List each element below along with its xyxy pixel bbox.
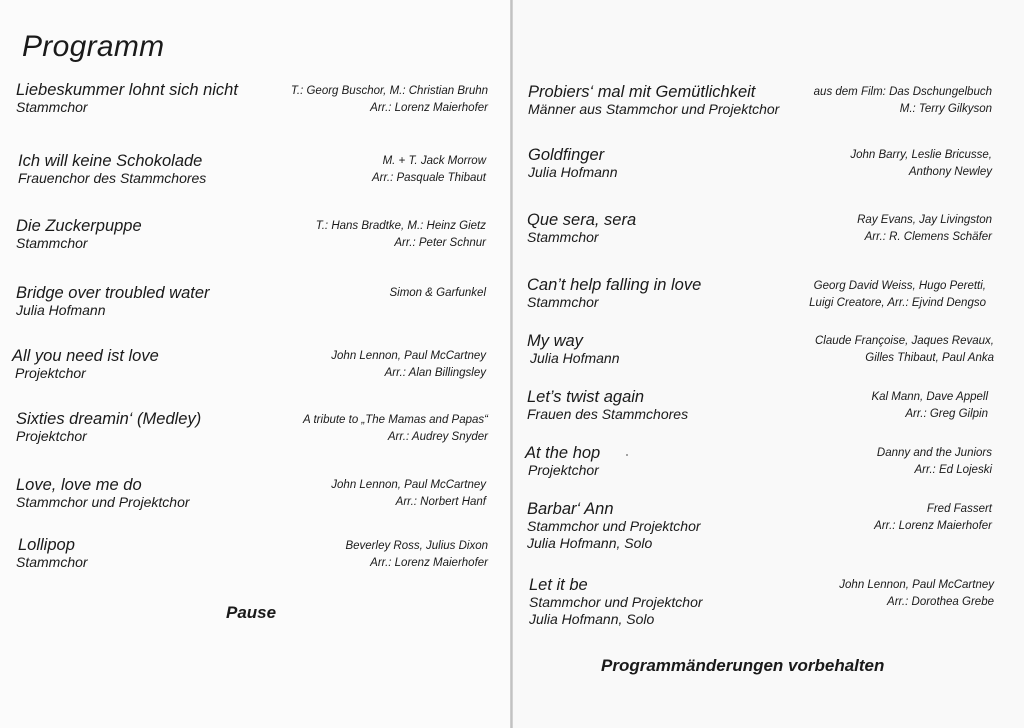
song-credits [372,153,486,187]
program-entry [16,217,142,252]
program-entry [528,146,618,181]
program-entry [528,83,779,118]
performer: Frauenchor des Stammchores [18,170,207,186]
program-entry [16,410,201,445]
performer: Julia Hofmann, Solo [529,611,655,627]
song-title: Let’s twist again [527,388,645,406]
program-entry [525,444,600,479]
credit-line: Simon & Garfunkel [389,287,486,299]
song-title: Ich will keine Schokolade [18,152,203,170]
credit-line: Arr.: Norbert Hanf [395,496,486,508]
credit-line: aus dem Film: Das Dschungelbuch [813,86,992,98]
program-entry [12,347,159,382]
song-credits [331,477,486,511]
song-title: Can’t help falling in love [527,276,702,294]
song-credits [316,218,486,252]
program-entry [527,388,688,423]
song-credits [815,333,994,367]
performer: Projektchor [15,365,86,381]
credit-line: Arr.: Lorenz Maierhofer [874,520,992,532]
song-credits [345,538,488,572]
credit-line: T.: Georg Buschor, M.: Christian Bruhn [290,85,488,97]
program-entry [527,332,620,367]
performer: Stammchor [527,229,599,245]
song-credits [857,212,992,246]
performer: Julia Hofmann, Solo [527,535,653,551]
song-title: Let it be [529,576,588,594]
performer: Julia Hofmann [528,164,618,180]
song-title: Lollipop [18,536,75,554]
program-entry [527,211,636,246]
song-credits [809,278,986,312]
credit-line: Luigi Creatore, Arr.: Ejvind Dengso [809,297,986,309]
performer: Männer aus Stammchor und Projektchor [528,101,780,117]
credit-line: Gilles Thibaut, Paul Anka [865,352,994,364]
song-title: My way [527,332,583,350]
credit-line: M. + T. Jack Morrow [382,155,486,167]
show-through-decoration [300,280,315,342]
song-credits [839,577,994,611]
performer: Projektchor [16,428,87,444]
credit-line: M.: Terry Gilkyson [899,103,992,115]
performer: Stammchor [16,235,88,251]
credit-line: John Barry, Leslie Bricusse, [850,149,992,161]
credit-line: Arr.: Ed Lojeski [914,464,992,476]
song-title: Die Zuckerpuppe [16,217,142,235]
credit-line: Anthony Newley [908,166,992,178]
song-title: Sixties dreamin‘ (Medley) [16,410,202,428]
song-credits [303,412,488,446]
credit-line: Arr.: Alan Billingsley [384,367,486,379]
credit-line: Arr.: Greg Gilpin [905,408,988,420]
performer: Stammchor und Projektchor [16,494,190,510]
credit-line: Kal Mann, Dave Appell [871,391,988,403]
song-title: Bridge over troubled water [16,284,210,302]
performer: Julia Hofmann [16,302,106,318]
credit-line: John Lennon, Paul McCartney [839,579,994,591]
song-credits [850,147,992,181]
song-title: All you need ist love [12,347,159,365]
credit-line: Arr.: Dorothea Grebe [887,596,994,608]
credit-line: Arr.: Audrey Snyder [387,431,488,443]
song-title: Goldfinger [528,146,605,164]
song-title: At the hop [525,444,601,462]
credit-line: Arr.: Pasquale Thibaut [372,172,486,184]
program-entry [527,500,701,552]
performer: Stammchor [16,99,88,115]
performer: Stammchor [16,554,88,570]
song-title: Love, love me do [16,476,142,494]
program-entry [16,284,210,319]
program-entry [16,81,238,116]
performer: Stammchor und Projektchor [529,594,703,610]
song-credits [389,285,486,302]
song-credits [814,84,992,118]
right-page [513,0,1024,728]
credit-line: Arr.: Lorenz Maierhofer [370,557,488,569]
song-title: Barbar‘ Ann [527,500,614,518]
song-credits [331,348,486,382]
credit-line: Ray Evans, Jay Livingston [857,214,992,226]
program-entry [18,536,88,571]
performer: Julia Hofmann [530,350,620,366]
song-title: Que sera, sera [527,211,637,229]
song-title: Liebeskummer lohnt sich nicht [16,81,238,99]
credit-line: Fred Fassert [926,503,992,515]
song-credits [877,445,992,479]
performer: Stammchor und Projektchor [527,518,701,534]
program-entry [16,476,190,511]
page-title: Programm [22,30,165,63]
credit-line: Arr.: R. Clemens Schäfer [864,231,992,243]
credit-line: T.: Hans Bradtke, M.: Heinz Gietz [315,220,486,232]
program-entry [529,576,703,628]
song-title: Probiers‘ mal mit Gemütlichkeit [528,83,756,101]
speck-mark [626,454,628,456]
performer: Frauen des Stammchores [527,406,689,422]
credit-line: John Lennon, Paul McCartney [331,479,486,491]
credit-line: Arr.: Peter Schnur [394,237,486,249]
performer: Stammchor [527,294,599,310]
performer: Projektchor [528,462,599,478]
credit-line: Beverley Ross, Julius Dixon [345,540,488,552]
credit-line: Arr.: Lorenz Maierhofer [370,102,488,114]
program-entry [527,276,701,311]
song-credits [874,501,992,535]
program-change-notice: Programmänderungen vorbehalten [601,656,885,675]
credit-line: Danny and the Juniors [876,447,992,459]
pause-label: Pause [226,603,277,622]
song-credits [871,389,988,423]
credit-line: John Lennon, Paul McCartney [331,350,486,362]
credit-line: Georg David Weiss, Hugo Peretti, [813,280,986,292]
credit-line: Claude Françoise, Jaques Revaux, [815,335,994,347]
song-credits [291,83,488,117]
program-entry [18,152,206,187]
left-page [0,0,510,728]
credit-line: A tribute to „The Mamas and Papas“ [303,414,488,426]
